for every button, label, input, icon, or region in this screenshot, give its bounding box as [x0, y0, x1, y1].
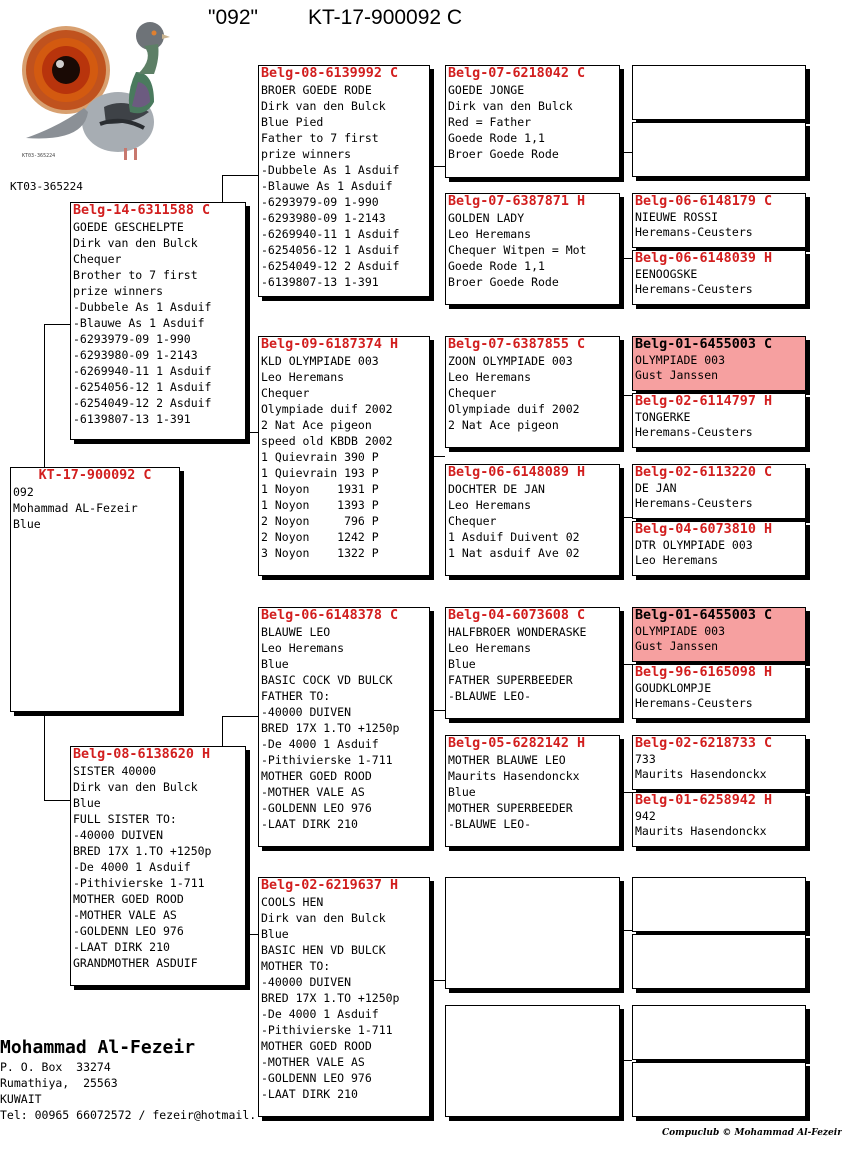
pedigree-line: -De 4000 1 Asduif — [261, 1007, 379, 1021]
ffmf-card[interactable] — [632, 193, 806, 248]
pedigree-line: DE JAN — [635, 481, 677, 495]
pedigree-line: BRED 17X 1.TO +1250p — [261, 991, 400, 1005]
pedigree-line: -6293979-09 1-990 — [73, 332, 191, 346]
owner-contact-line[interactable]: Tel: 00965 66072572 / fezeir@hotmail. — [0, 1108, 257, 1122]
connector-line — [44, 324, 70, 325]
pedigree-line: BRED 17X 1.TO +1250p — [73, 844, 212, 858]
pedigree-line: Dirk van den Bulck — [261, 99, 386, 113]
pedigree-line: KLD OLYMPIADE 003 — [261, 354, 379, 368]
pedigree-line: Chequer Witpen = Mot — [448, 243, 587, 257]
pedigree-line: DTR OLYMPIADE 003 — [635, 538, 753, 552]
fmff-card[interactable] — [632, 336, 806, 391]
connector-line — [222, 716, 223, 746]
connector-line — [430, 166, 445, 167]
pedigree-line: -Blauwe As 1 Asduif — [261, 179, 393, 193]
pedigree-line: -Blauwe As 1 Asduif — [73, 316, 205, 330]
pedigree-line: -6254049-12 2 Asduif — [73, 396, 212, 410]
mfmm-ring: Belg-01-6258942 H — [635, 793, 773, 808]
connector-line — [620, 1060, 632, 1061]
pedigree-line: Dirk van den Bulck — [448, 99, 573, 113]
pedigree-line: 1 Quievrain 390 P — [261, 450, 379, 464]
fff-card[interactable] — [445, 65, 620, 178]
pedigree-line: Gust Janssen — [635, 368, 719, 382]
pedigree-line: 2 Noyon 796 P — [261, 514, 379, 528]
mmf-card-empty[interactable] — [445, 877, 620, 989]
ff-ring: Belg-08-6139992 C — [261, 66, 399, 81]
pedigree-line: -40000 DUIVEN — [73, 828, 164, 842]
pedigree-line: 1 Quievrain 193 P — [261, 466, 379, 480]
pedigree-line: Maurits Hasendonckx — [635, 824, 767, 838]
pedigree-line: 1 Asduif Duivent 02 — [448, 530, 580, 544]
subject-card[interactable] — [10, 467, 180, 712]
connector-line — [246, 432, 258, 433]
owner-address-line: P. O. Box 33274 — [0, 1060, 111, 1074]
pedigree-line: 2 Nat Ace pigeon — [448, 418, 559, 432]
connector-line — [620, 258, 632, 259]
fff-ring: Belg-07-6218042 C — [448, 66, 586, 81]
father-card[interactable] — [70, 202, 246, 440]
pedigree-line: Father to 7 first — [261, 131, 379, 145]
ffm-ring: Belg-07-6387871 H — [448, 194, 586, 209]
mother-ring: Belg-08-6138620 H — [73, 747, 211, 762]
mfm-ring: Belg-05-6282142 H — [448, 736, 586, 751]
pedigree-line: BROER GOEDE RODE — [261, 83, 372, 97]
pedigree-line: Heremans-Ceusters — [635, 696, 753, 710]
connector-line — [430, 456, 445, 457]
pedigree-line: OLYMPIADE 003 — [635, 624, 726, 638]
fmff-ring: Belg-01-6455003 C — [635, 337, 773, 352]
mfff-ring: Belg-01-6455003 C — [635, 608, 773, 623]
connector-line — [620, 664, 632, 665]
pedigree-line: Blue — [73, 796, 101, 810]
pedigree-line: -40000 DUIVEN — [261, 975, 352, 989]
pedigree-line: -GOLDENN LEO 976 — [261, 1071, 372, 1085]
pedigree-line: -LAAT DIRK 210 — [261, 1087, 358, 1101]
subject-ring: KT-17-900092 C — [38, 468, 152, 483]
mfff-card[interactable] — [632, 607, 806, 662]
pedigree-line: Broer Goede Rode — [448, 275, 559, 289]
pedigree-line: EENOOGSKE — [635, 267, 698, 281]
pedigree-line: -6293980-09 1-2143 — [261, 211, 386, 225]
pedigree-line: speed old KBDB 2002 — [261, 434, 393, 448]
pedigree-line: Chequer — [261, 386, 310, 400]
pedigree-line: -GOLDENN LEO 976 — [261, 801, 372, 815]
pedigree-line: Blue — [448, 785, 476, 799]
pedigree-line: 2 Noyon 1242 P — [261, 530, 379, 544]
pedigree-line: -6254049-12 2 Asduif — [261, 259, 400, 273]
mmfm-card-empty[interactable] — [632, 934, 806, 989]
pedigree-line: Leo Heremans — [448, 370, 532, 384]
pedigree-line: Dirk van den Bulck — [73, 236, 198, 250]
pedigree-line: -BLAUWE LEO- — [448, 817, 532, 831]
pedigree-line: MOTHER BLAUWE LEO — [448, 753, 566, 767]
pedigree-line: -6139807-13 1-391 — [73, 412, 191, 426]
fmmm-ring: Belg-04-6073810 H — [635, 522, 773, 537]
pedigree-line: Heremans-Ceusters — [635, 425, 753, 439]
pedigree-line: Olympiade duif 2002 — [448, 402, 580, 416]
ffmf-ring: Belg-06-6148179 C — [635, 194, 773, 209]
mm-ring: Belg-02-6219637 H — [261, 878, 399, 893]
ff-card[interactable] — [258, 65, 430, 297]
mmmm-card-empty[interactable] — [632, 1062, 806, 1117]
pedigree-line: 733 — [635, 752, 656, 766]
pedigree-line: Chequer — [448, 514, 497, 528]
pedigree-line: -40000 DUIVEN — [261, 705, 352, 719]
pedigree-line: -De 4000 1 Asduif — [261, 737, 379, 751]
pedigree-line: -6293980-09 1-2143 — [73, 348, 198, 362]
pedigree-line: Leo Heremans — [261, 370, 345, 384]
pigeon-name-title: "092" — [208, 6, 258, 29]
fmfm-card[interactable] — [632, 393, 806, 448]
mmm-card-empty[interactable] — [445, 1005, 620, 1117]
connector-line — [620, 930, 632, 931]
subject-line: Blue — [13, 517, 41, 531]
pedigree-line: Blue — [261, 657, 289, 671]
pedigree-line: BASIC COCK VD BULCK — [261, 673, 393, 687]
mmmf-card-empty[interactable] — [632, 1005, 806, 1060]
fmmf-ring: Belg-02-6113220 C — [635, 465, 773, 480]
pedigree-line: Olympiade duif 2002 — [261, 402, 393, 416]
owner-address-line: KUWAIT — [0, 1092, 42, 1106]
pedigree-line: -LAAT DIRK 210 — [261, 817, 358, 831]
pedigree-line: -MOTHER VALE AS — [261, 785, 365, 799]
owner-address-line: Rumathiya, 25563 — [0, 1076, 118, 1090]
pedigree-line: GOLDEN LADY — [448, 211, 525, 225]
connector-line — [430, 980, 445, 981]
pedigree-line: 1 Noyon 1393 P — [261, 498, 379, 512]
pedigree-line: FATHER SUPERBEEDER — [448, 673, 573, 687]
pedigree-line: 2 Nat Ace pigeon — [261, 418, 372, 432]
pedigree-line: Brother to 7 first — [73, 268, 198, 282]
mf-card[interactable] — [258, 607, 430, 847]
pedigree-line: 942 — [635, 809, 656, 823]
connector-line — [222, 175, 223, 202]
connector-line — [620, 152, 632, 153]
pedigree-line: -MOTHER VALE AS — [73, 908, 177, 922]
pedigree-line: FULL SISTER TO: — [73, 812, 177, 826]
pedigree-line: Heremans-Ceusters — [635, 282, 753, 296]
pedigree-line: Heremans-Ceusters — [635, 225, 753, 239]
pedigree-line: -GOLDENN LEO 976 — [73, 924, 184, 938]
father-ring: Belg-14-6311588 C — [73, 203, 211, 218]
subject-line: Mohammad AL-Fezeir — [13, 501, 138, 515]
pedigree-line: MOTHER SUPERBEEDER — [448, 801, 573, 815]
mother-card[interactable] — [70, 746, 246, 986]
ffmm-ring: Belg-06-6148039 H — [635, 251, 773, 266]
pedigree-line: MOTHER TO: — [261, 959, 331, 973]
mff-card[interactable] — [445, 607, 620, 719]
pedigree-line: GRANDMOTHER ASDUIF — [73, 956, 198, 970]
pedigree-line: Maurits Hasendonckx — [635, 767, 767, 781]
pedigree-line: Maurits Hasendonckx — [448, 769, 580, 783]
mffm-card[interactable] — [632, 664, 806, 719]
ffm-card[interactable] — [445, 193, 620, 305]
fmf-card[interactable] — [445, 336, 620, 448]
pedigree-line: HALFBROER WONDERASKE — [448, 625, 587, 639]
fm-card[interactable] — [258, 336, 430, 576]
fmfm-ring: Belg-02-6114797 H — [635, 394, 773, 409]
mff-ring: Belg-04-6073608 C — [448, 608, 586, 623]
pedigree-line: -6254056-12 1 Asduif — [261, 243, 400, 257]
fmm-ring: Belg-06-6148089 H — [448, 465, 586, 480]
mm-card[interactable] — [258, 877, 430, 1117]
pedigree-line: -De 4000 1 Asduif — [73, 860, 191, 874]
mfm-card[interactable] — [445, 735, 620, 847]
pedigree-line: Chequer — [73, 252, 122, 266]
connector-line — [44, 324, 45, 467]
connector-line — [44, 800, 70, 801]
footer-credit: Compuclub © Mohammad Al-Fezeir — [662, 1128, 842, 1138]
pedigree-line: Blue — [448, 657, 476, 671]
fmm-card[interactable] — [445, 464, 620, 576]
pedigree-line: Chequer — [448, 386, 497, 400]
pedigree-line: Blue Pied — [261, 115, 324, 129]
pedigree-line: -6269940-11 1 Asduif — [261, 227, 400, 241]
pedigree-line: TONGERKE — [635, 410, 691, 424]
connector-line — [430, 710, 445, 711]
pedigree-line: GOUDKLOMPJE — [635, 681, 712, 695]
pedigree-line: -MOTHER VALE AS — [261, 1055, 365, 1069]
pedigree-line: Leo Heremans — [261, 641, 345, 655]
fmmf-card[interactable] — [632, 464, 806, 519]
fm-ring: Belg-09-6187374 H — [261, 337, 399, 352]
pedigree-line: 3 Noyon 1322 P — [261, 546, 379, 560]
pedigree-line: 1 Noyon 1931 P — [261, 482, 379, 496]
pedigree-line: FATHER TO: — [261, 689, 331, 703]
pedigree-line: -Dubbele As 1 Asduif — [73, 300, 212, 314]
connector-line — [44, 712, 45, 800]
pedigree-line: ZOON OLYMPIADE 003 — [448, 354, 573, 368]
pedigree-line: -BLAUWE LEO- — [448, 689, 532, 703]
pedigree-line: Dirk van den Bulck — [261, 911, 386, 925]
mf-ring: Belg-06-6148378 C — [261, 608, 399, 623]
mfmf-ring: Belg-02-6218733 C — [635, 736, 773, 751]
pedigree-line: OLYMPIADE 003 — [635, 353, 726, 367]
pedigree-line: DOCHTER DE JAN — [448, 482, 545, 496]
connector-line — [620, 517, 632, 518]
pedigree-line: Blue — [261, 927, 289, 941]
pedigree-line: BLAUWE LEO — [261, 625, 331, 639]
pedigree-line: -6254056-12 1 Asduif — [73, 380, 212, 394]
pedigree-line: Leo Heremans — [635, 553, 719, 567]
pigeon-photo — [14, 12, 174, 172]
pedigree-line: -6293979-09 1-990 — [261, 195, 379, 209]
connector-line — [246, 934, 258, 935]
mfmf-card[interactable] — [632, 735, 806, 790]
pedigree-line: -Pithivierske 1-711 — [261, 1023, 393, 1037]
pedigree-line: Dirk van den Bulck — [73, 780, 198, 794]
pedigree-line: COOLS HEN — [261, 895, 324, 909]
pedigree-line: 1 Nat asduif Ave 02 — [448, 546, 580, 560]
pedigree-line: MOTHER GOED ROOD — [261, 769, 372, 783]
pedigree-line: Broer Goede Rode — [448, 147, 559, 161]
photo-tag: KT03-365224 — [10, 180, 83, 193]
fff-m-card-empty[interactable] — [632, 122, 806, 177]
pedigree-line: GOEDE GESCHELPTE — [73, 220, 184, 234]
photo-stamp: KT03-365224 — [22, 153, 56, 159]
pedigree-line: -LAAT DIRK 210 — [73, 940, 170, 954]
pedigree-line: SISTER 40000 — [73, 764, 157, 778]
pedigree-line: Red = Father — [448, 115, 532, 129]
pedigree-line: BASIC HEN VD BULCK — [261, 943, 386, 957]
fff-f-card-empty[interactable] — [632, 65, 806, 120]
fmmm-card[interactable] — [632, 521, 806, 576]
pedigree-line: Gust Janssen — [635, 639, 719, 653]
subject-line: 092 — [13, 485, 34, 499]
ffmm-card[interactable] — [632, 250, 806, 305]
connector-line — [222, 716, 258, 717]
pedigree-line: -6139807-13 1-391 — [261, 275, 379, 289]
pedigree-line: prize winners — [73, 284, 164, 298]
pedigree-line: prize winners — [261, 147, 352, 161]
pedigree-line: -Pithivierske 1-711 — [73, 876, 205, 890]
connector-line — [620, 395, 632, 396]
pedigree-line: MOTHER GOED ROOD — [73, 892, 184, 906]
pedigree-line: Leo Heremans — [448, 641, 532, 655]
connector-line — [620, 792, 632, 793]
pedigree-line: Leo Heremans — [448, 498, 532, 512]
pigeon-ring-title: KT-17-900092 C — [308, 6, 463, 29]
pedigree-line: MOTHER GOED ROOD — [261, 1039, 372, 1053]
fmf-ring: Belg-07-6387855 C — [448, 337, 586, 352]
mffm-ring: Belg-96-6165098 H — [635, 665, 773, 680]
pedigree-line: NIEUWE ROSSI — [635, 210, 719, 224]
pedigree-line: Heremans-Ceusters — [635, 496, 753, 510]
mmff-card-empty[interactable] — [632, 877, 806, 932]
owner-name: Mohammad Al-Fezeir — [0, 1037, 196, 1058]
pedigree-line: Leo Heremans — [448, 227, 532, 241]
pedigree-line: -6269940-11 1 Asduif — [73, 364, 212, 378]
pedigree-line: Goede Rode 1,1 — [448, 131, 545, 145]
mfmm-card[interactable] — [632, 792, 806, 847]
pedigree-line: BRED 17X 1.TO +1250p — [261, 721, 400, 735]
pedigree-line: -Pithivierske 1-711 — [261, 753, 393, 767]
pedigree-line: -Dubbele As 1 Asduif — [261, 163, 400, 177]
pedigree-line: Goede Rode 1,1 — [448, 259, 545, 273]
pedigree-line: GOEDE JONGE — [448, 83, 525, 97]
connector-line — [222, 175, 258, 176]
